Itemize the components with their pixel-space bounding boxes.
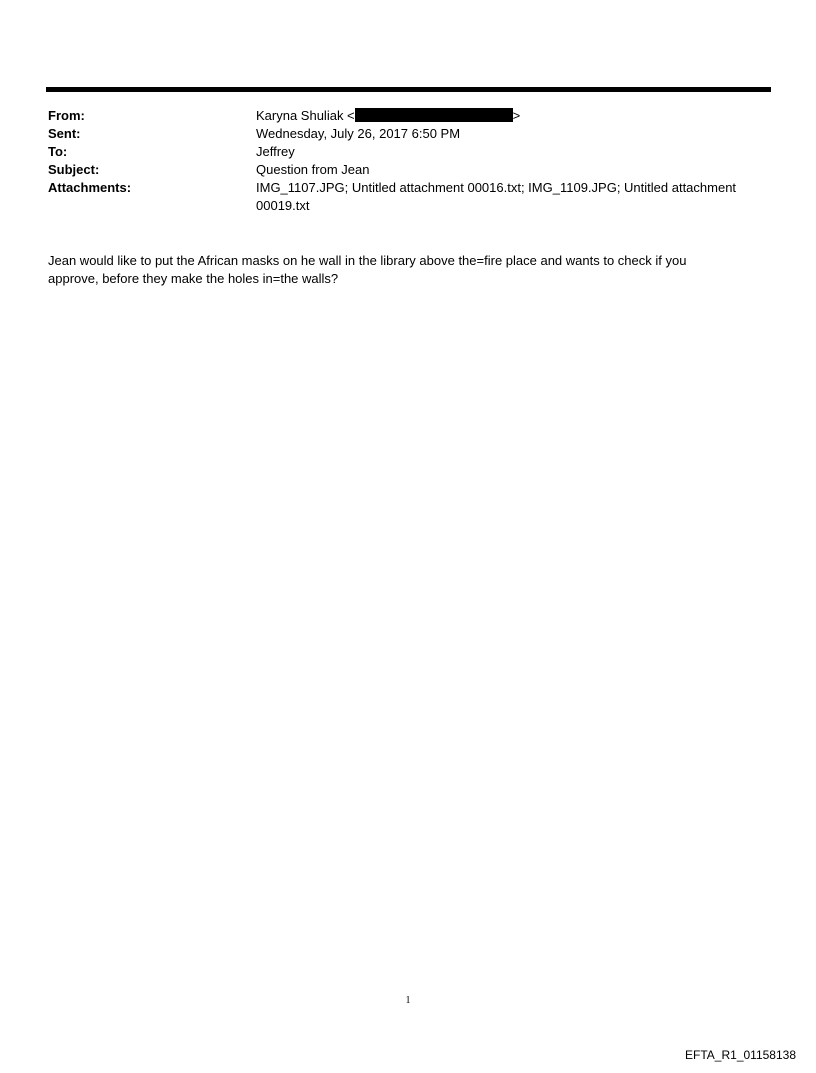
- document-id: EFTA_R1_01158138: [685, 1048, 796, 1062]
- header-rule: [46, 87, 771, 92]
- email-body: Jean would like to put the African masks on he wall in the library above the=fire place and wants to check if you approve, before they make the holes in=the walls?: [48, 253, 687, 286]
- sender-name: Karyna Shuliak <: [256, 108, 355, 123]
- sent-row: [48, 125, 768, 143]
- to-row: [48, 143, 768, 161]
- attachments-label: Attachments:: [48, 180, 132, 195]
- email-header: [48, 107, 768, 215]
- page-number: 1: [405, 995, 411, 1006]
- sent-label: Sent:: [48, 126, 81, 141]
- sent-value: Wednesday, July 26, 2017 6:50 PM: [256, 126, 461, 141]
- from-label: From:: [48, 108, 85, 123]
- sender-close-bracket: >: [512, 108, 521, 123]
- from-value: [256, 107, 756, 125]
- subject-value: Question from Jean: [256, 162, 370, 177]
- from-row: [48, 107, 768, 125]
- attachments-row: [48, 179, 768, 215]
- attachments-value: IMG_1107.JPG; Untitled attachment 00016.txt; IMG_1109.JPG; Untitled attachment 00019.txt: [256, 180, 737, 213]
- to-value: Jeffrey: [256, 144, 295, 159]
- to-label: To:: [48, 144, 68, 159]
- redaction-box: [355, 108, 513, 122]
- subject-label: Subject:: [48, 162, 100, 177]
- subject-row: [48, 161, 768, 179]
